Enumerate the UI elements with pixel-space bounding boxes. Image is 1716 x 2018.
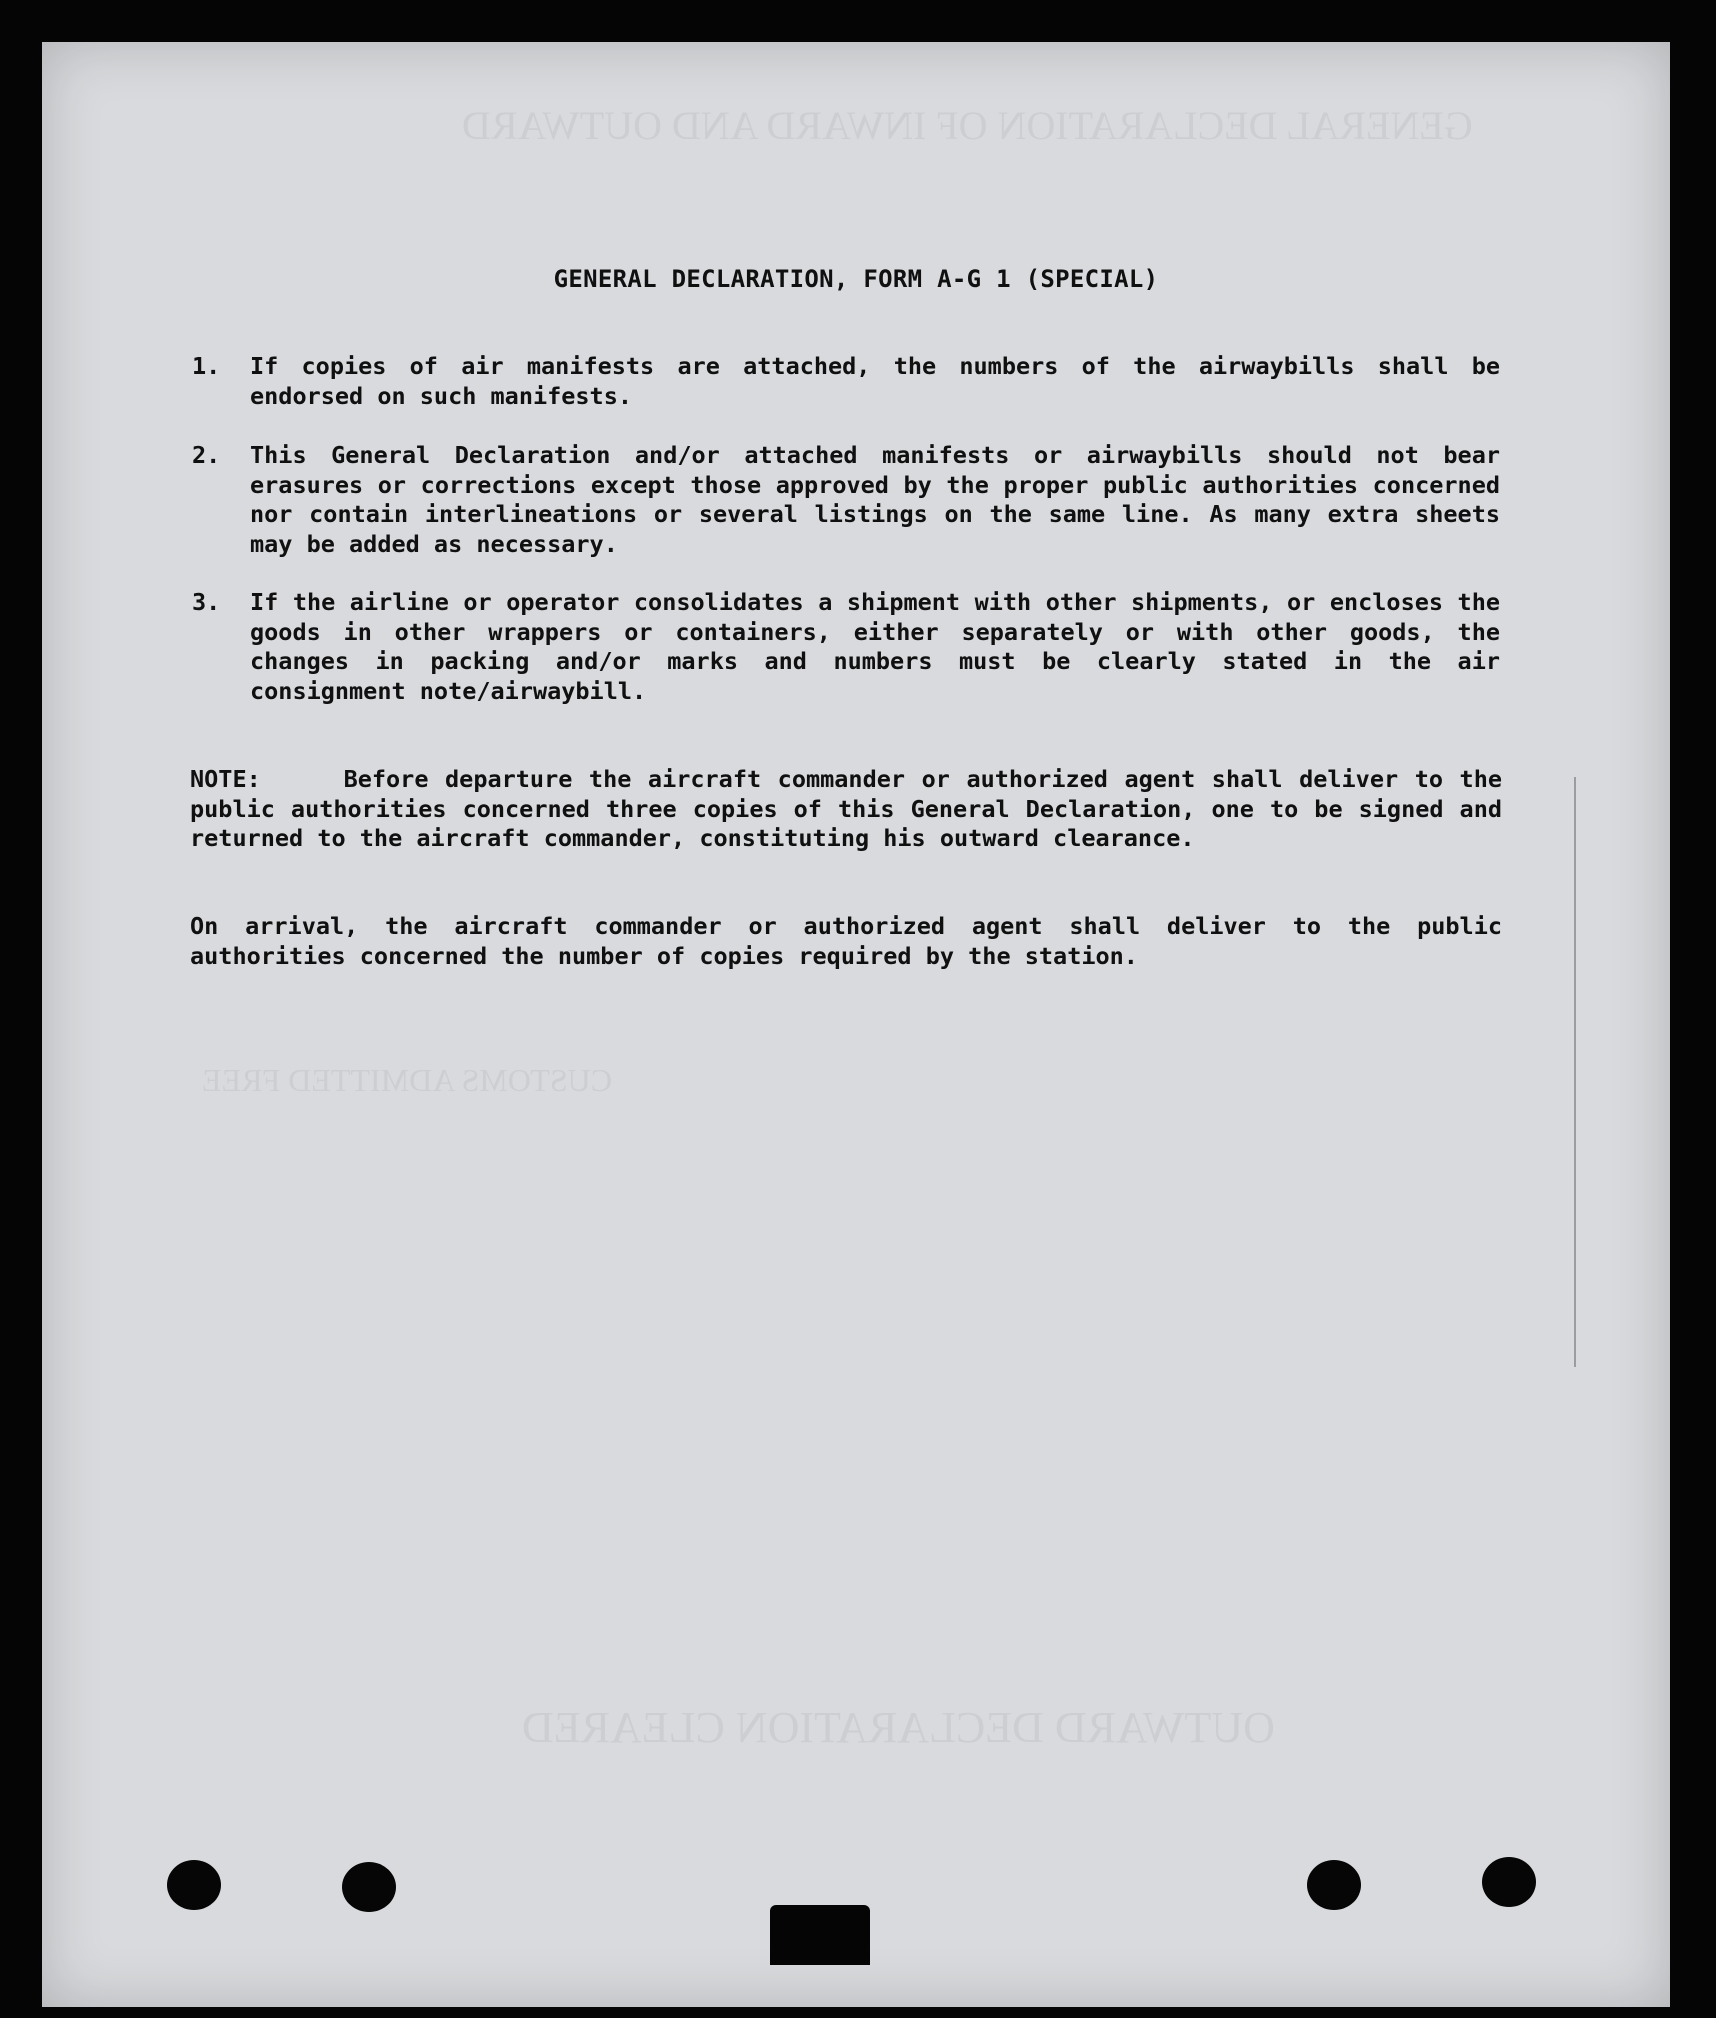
document-page	[42, 42, 1670, 2007]
arrival-paragraph: On arrival, the aircraft commander or authorized agent shall deliver to the public authorities concerned the number of copies required by the station.	[190, 912, 1502, 970]
item-number: 2.	[192, 441, 221, 469]
punch-hole	[1482, 1857, 1536, 1907]
note-paragraph	[190, 765, 1502, 854]
bleed-through-stamp: CUSTOMS ADMITTED FREE	[202, 1062, 613, 1098]
punch-hole	[1307, 1860, 1361, 1910]
note-label: NOTE:	[190, 765, 261, 793]
item-text: If the airline or operator consolidates a shipment with other shipments, or encloses the goods in other wrappers or containers, either separately or with other goods, the changes in packing and/or marks and numbers must be clearly stated in the air consignment note/airwaybill.	[250, 588, 1500, 705]
note-text: Before departure the aircraft commander or authorized agent shall deliver to the public authorities concerned three copies of this General Declaration, one to be signed and returned to the aircraft commander, constituting his outward clearance.	[190, 765, 1502, 852]
bleed-through-text: GENERAL DECLARATION OF INWARD AND OUTWARD	[462, 103, 1473, 148]
item-number: 3.	[192, 588, 221, 616]
punch-hole	[342, 1862, 396, 1912]
bleed-through-rule	[1574, 777, 1576, 1367]
item-number: 1.	[192, 352, 221, 380]
document-title: GENERAL DECLARATION, FORM A-G 1 (SPECIAL)	[553, 265, 1159, 293]
item-text: This General Declaration and/or attached manifests or airwaybills should not bear erasures or corrections except those approved by the proper public authorities concerned nor contain interlineations or several listings on the same line. As many extra sheets may be added as necessary.	[250, 441, 1500, 558]
bleed-through-text: OUTWARD DECLARATION CLEARED	[522, 1703, 1275, 1752]
item-text: If copies of air manifests are attached, the numbers of the airwaybills shall be endorsed on such manifests.	[250, 352, 1500, 410]
binder-tab	[770, 1905, 870, 1965]
punch-hole	[167, 1860, 221, 1910]
